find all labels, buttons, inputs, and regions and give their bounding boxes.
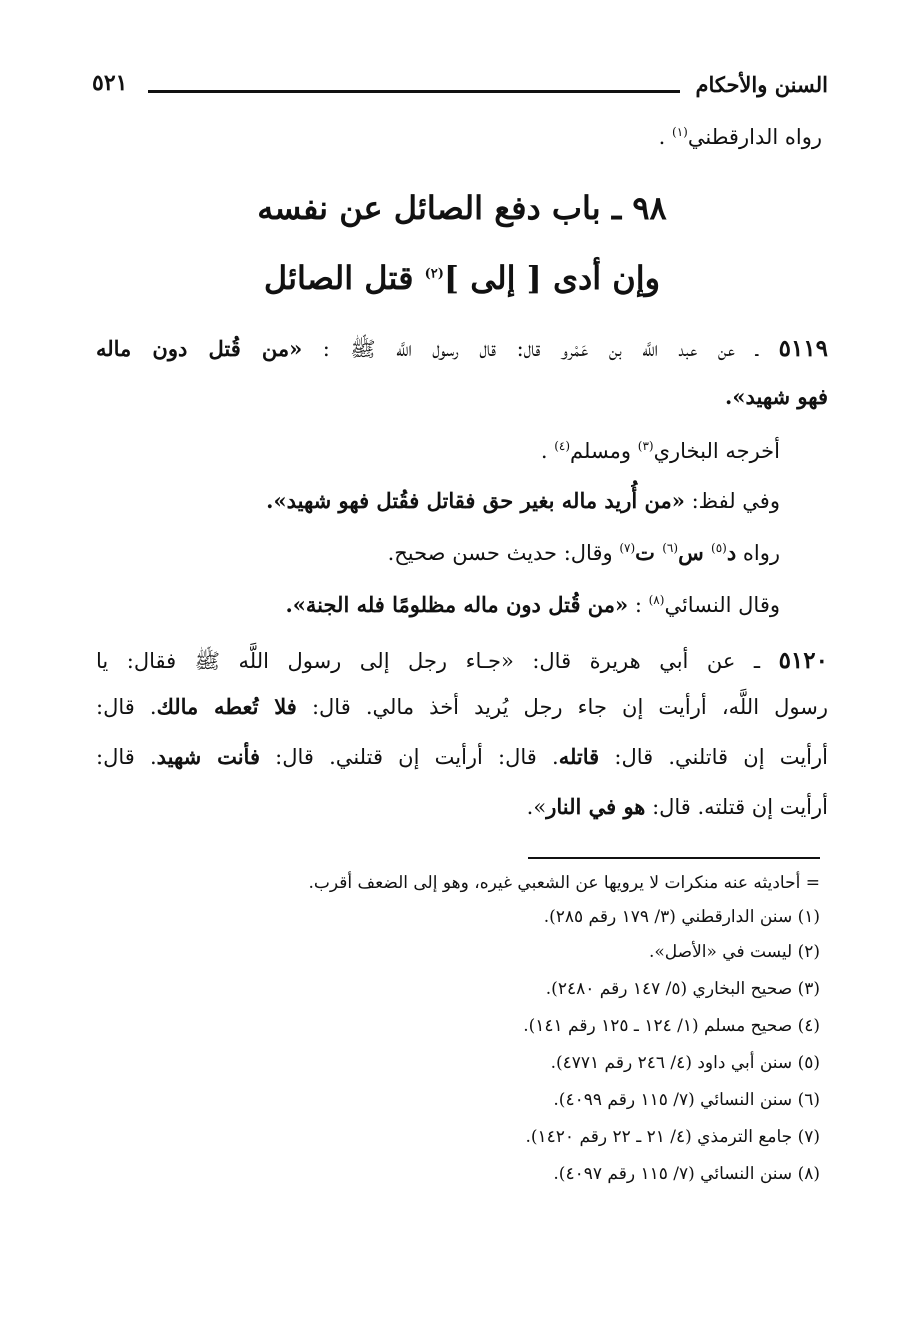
footnote-ref: (٤)	[554, 439, 571, 453]
intro-end: .	[658, 125, 673, 149]
hadith-text: ».	[526, 795, 547, 819]
lafz-line	[96, 486, 780, 516]
riwaya-line	[96, 538, 780, 568]
lafz-matn: «من أُريد ماله بغير حق فقاتل فقُتل فهو شهيد».	[266, 488, 685, 513]
hadith-text: . قال:	[96, 745, 157, 769]
hadith-line	[96, 334, 828, 364]
intro-line	[96, 122, 822, 152]
takhrij-text: أخرجه البخاري	[653, 439, 780, 463]
hadith-text: . قال: أرأيت إن قتلني. قال:	[260, 745, 559, 769]
hadith-text: رسول اللَّه، أرأيت إن جاء رجل يُريد أخذ مالي. قال:	[296, 695, 828, 719]
hadith-text: . قال:	[96, 695, 157, 719]
hadith-number: ٥١١٩	[778, 335, 829, 362]
hadith-text: ـ عن أبي هريرة قال: «جـاء رجل إلى رسول اللَّه ﷺ فقال: يا	[96, 649, 779, 673]
hadith-matn: فأنت شهيد	[156, 744, 260, 769]
footnote-ref: (٦)	[662, 541, 679, 555]
footnote-ref: (٥)	[711, 541, 727, 555]
footnote-7: (٧) جامع الترمذي (٤/ ٢١ ـ ٢٢ رقم ١٤٢٠).	[525, 1127, 820, 1147]
footnote-2: (٢) ليست في «الأصل».	[648, 942, 820, 962]
hadith-text: أرأيت إن قتلته. قال:	[645, 795, 828, 819]
chapter-title-line2	[96, 256, 828, 300]
footnote-4: (٤) صحيح مسلم (١/ ١٢٤ ـ ١٢٥ رقم ١٤١).	[523, 1016, 820, 1036]
intro-text: رواه الدارقطني	[687, 125, 822, 149]
footnote-rule	[528, 857, 820, 859]
header-rule	[148, 90, 680, 93]
footnote-8: (٨) سنن النسائي (٧/ ١١٥ رقم ٤٠٩٧).	[553, 1164, 820, 1184]
footnote-continuation: = أحاديثه عنه منكرات لا يرويها عن الشعبي غيره، وهو إلى الضعف أقرب.	[308, 873, 820, 893]
hadith-line	[96, 692, 828, 722]
lafz-label: وفي لفظ:	[684, 489, 780, 513]
takhrij-text: .	[540, 439, 555, 463]
page-number: ٥٢١	[92, 70, 128, 96]
nasai-text: :	[628, 593, 649, 617]
footnote-ref: (١)	[672, 125, 688, 139]
source-symbol: د	[726, 540, 737, 565]
footnote-ref: (٧)	[619, 541, 636, 555]
hadith-line	[96, 742, 828, 772]
hadith-matn: قاتله	[558, 744, 600, 769]
hadith-line: فهو شهيد».	[725, 384, 828, 409]
source-symbol: ت	[635, 540, 663, 565]
hadith-matn: «من قُتل دون ماله	[96, 336, 303, 361]
footnote-6: (٦) سنن النسائي (٧/ ١١٥ رقم ٤٠٩٩).	[553, 1090, 820, 1110]
footnote-1: (١) سنن الدارقطني (٣/ ١٧٩ رقم ٢٨٥).	[543, 907, 820, 927]
source-symbol: س	[678, 540, 712, 565]
page-header	[92, 66, 828, 106]
footnote-5: (٥) سنن أبي داود (٤/ ٢٤٦ رقم ٤٧٧١).	[550, 1053, 820, 1073]
chapter-title-part-b: قتل الصائل	[263, 259, 425, 297]
chapter-title-part-a: وإن أدى [ إلى ]	[443, 259, 661, 297]
footnote-ref: (٣)	[637, 439, 654, 453]
chapter-title-line1: ٩٨ ـ باب دفع الصائل عن نفسه	[257, 189, 667, 227]
hadith-line	[96, 646, 828, 676]
running-title: السنن والأحكام	[695, 72, 828, 97]
footnote-ref: (٢)	[424, 266, 444, 282]
footnote-ref: (٨)	[648, 593, 665, 607]
footnote-3: (٣) صحيح البخاري (٥/ ١٤٧ رقم ٢٤٨٠).	[545, 979, 820, 999]
takhrij-line	[96, 436, 780, 466]
hadith-text: ـ عن عبد اللَّه بن عَمْرو قال: قال رسول اللَّه ﷺ :	[302, 337, 779, 361]
nasai-line	[96, 590, 780, 620]
takhrij-text: ومسلم	[570, 439, 638, 463]
riwaya-text: رواه	[736, 541, 780, 565]
hadith-matn: هو في النار	[546, 794, 646, 819]
hadith-number: ٥١٢٠	[778, 647, 828, 674]
nasai-text: وقال النسائي	[664, 593, 780, 617]
hadith-matn: فلا تُعطه مالك	[156, 694, 297, 719]
riwaya-text: وقال: حديث حسن صحيح.	[387, 541, 620, 565]
hadith-line	[96, 792, 828, 822]
hadith-text: أرأيت إن قاتلني. قال:	[599, 745, 828, 769]
nasai-matn: «من قُتل دون ماله مظلومًا فله الجنة».	[285, 592, 629, 617]
